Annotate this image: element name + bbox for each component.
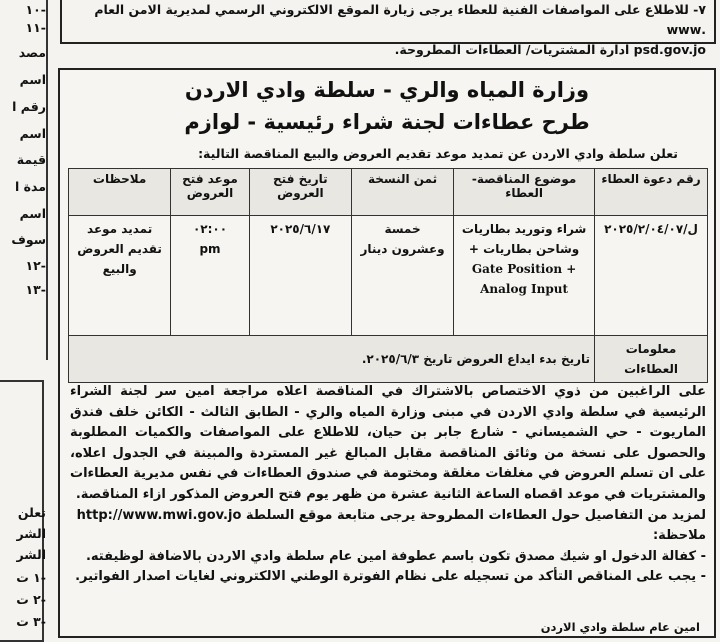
table-row: [69, 216, 708, 336]
note-label: ملاحظة:: [652, 528, 706, 544]
left-fragment: -١٣: [25, 282, 46, 297]
left-fragment: -١١: [25, 20, 46, 35]
cell-open-date: ٢٠٢٥/٦/١٧: [249, 216, 351, 336]
left-fragment: -١ ت: [16, 570, 46, 585]
cell-number: ل/٢٠٢٥/٢/٠٤/٠٧: [595, 216, 708, 336]
cell-open-time: [171, 216, 250, 336]
left-fragment: -٢ ت: [16, 592, 46, 607]
signature: امين عام سلطة وادي الاردن: [540, 620, 700, 634]
left-fragment: الشر: [16, 547, 46, 562]
top-notice: [60, 0, 716, 57]
left-fragment: -١٠: [25, 2, 46, 17]
left-fragment: -١٢: [25, 258, 46, 273]
tender-table: [68, 168, 708, 383]
left-fragment: -٣ ت: [16, 614, 46, 629]
cell-notes: تمديد موعد تقديم العروض والبيع: [69, 216, 171, 336]
tender-advertisement: [58, 68, 716, 638]
left-fragment: اسم: [19, 126, 46, 141]
left-fragment: مصد: [18, 45, 46, 60]
note-item: - يجب على المناقص التأكد من تسجيله على نظام الفوترة الوطني الالكتروني لغايات اصدار الفواتير.: [75, 569, 706, 585]
tender-body: [70, 382, 706, 588]
header-open-date: تاريخ فتح العروض: [249, 169, 351, 216]
header-price: ثمن النسخة: [351, 169, 453, 216]
header-number: رقم دعوة العطاء: [595, 169, 708, 216]
cell-subject: [454, 216, 595, 336]
table-header-row: [69, 169, 708, 216]
header-notes: ملاحظات: [69, 169, 171, 216]
cell-open-time-unit: pm: [199, 242, 221, 256]
cell-subject-en: Gate Position + Analog Input: [471, 262, 577, 296]
ministry-title: وزارة المياه والري - سلطة وادي الاردن: [184, 78, 590, 102]
cell-subject-ar: شراء وتوريد بطاريات وشاحن بطاريات +: [461, 222, 587, 256]
top-notice-line1: ٧- للاطلاع على المواصفات الفنية للعطاء يرجى زيارة الموقع الالكتروني الرسمي لمديرية الامن العام .www: [94, 2, 706, 37]
body-paragraph: على الراغبين من ذوي الاختصاص بالاشتراك في المناقصة اعلاه مراجعة امين سر لجنة الشراء الرئيسية في سلطة وادي الاردن في مبنى وزارة المياه والري - الطابق الثالث - الكائن خلف فندق الماريوت - حي الشميساني - شارع جابر بن حيان، للاطلاع على المواصفات والكميات المطلوبة والحصول على نسخة من وثائق المناقصة مقابل المبالغ غير المستردة والمبينة في الجدول اعلاه، على ان تسلم العروض في مغلفات مغلقة ومختومة في صندوق العطاءات في نفس مديرية العطاءات والمشتريات في موعد اقصاه الساعة الثانية عشرة من ظهر يوم فتح العروض المذكور ازاء المناقصة.: [70, 384, 706, 502]
table-info-row: [69, 336, 708, 383]
cell-open-time-value: ٠٢:٠٠: [192, 222, 228, 236]
top-notice-line2: psd.gov.jo ادارة المشتريات/ العطاءات المطروحة.: [394, 42, 706, 57]
tender-title: طرح عطاءات لجنة شراء رئيسية - لوازم: [184, 110, 590, 134]
more-info-line: لمزيد من التفاصيل حول العطاءات المطروحة يرجى متابعة موقع السلطة http://www.mwi.gov.jo: [76, 507, 706, 523]
left-fragment: قيمة: [16, 152, 46, 167]
left-fragment: اسم: [19, 206, 46, 221]
left-fragment: اسم: [19, 72, 46, 87]
info-value: تاريخ بدء ايداع العروض تاريخ ٢٠٢٥/٦/٣.: [69, 336, 595, 383]
note-item: - كفالة الدخول او شيك مصدق تكون باسم عطوفة امين عام سلطة وادي الاردن بالاضافة لوظيفته.: [85, 548, 706, 564]
header-subject: موضوع المناقصة- العطاء: [454, 169, 595, 216]
left-fragment: الشر: [16, 526, 46, 541]
intro-text: تعلن سلطة وادي الاردن عن تمديد موعد تقديم العروض والبيع المناقصة التالية:: [198, 146, 678, 161]
header-open-time: موعد فتح العروض: [171, 169, 250, 216]
left-fragment: مدة ا: [15, 179, 46, 194]
info-label: معلومات العطاءات: [595, 336, 708, 383]
left-fragment: رقم ا: [12, 99, 46, 114]
cell-price: خمسة وعشرون دينار: [351, 216, 453, 336]
column-divider: [46, 0, 48, 360]
left-fragment: سوف: [11, 232, 46, 247]
left-fragment: تعلن: [17, 505, 46, 520]
